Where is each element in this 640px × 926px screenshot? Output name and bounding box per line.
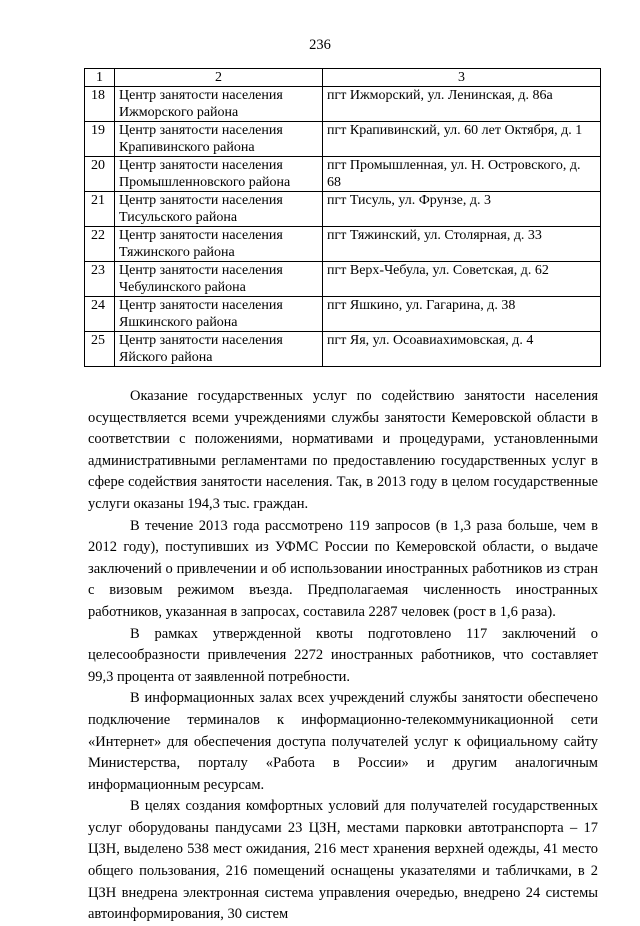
row-number: 20 [85, 157, 115, 192]
center-address: пгт Верх-Чебула, ул. Советская, д. 62 [323, 262, 601, 297]
body-text [88, 386, 598, 926]
table-row [85, 192, 601, 227]
employment-centers-table [84, 68, 601, 367]
center-address: пгт Тяжинский, ул. Столярная, д. 33 [323, 227, 601, 262]
table-row [85, 87, 601, 122]
row-number: 19 [85, 122, 115, 157]
paragraph-services: Оказание государственных услуг по содействию занятости населения осуществляется всеми учреждениями службы занятости Кемеровской области в соответствии с положениями, нормативами и процедурами, установленными административными регламентами по предоставлению государственных услуг в сфере содействия занятости населения. Так, в 2013 году в целом государственные услуги оказаны 194,3 тыс. граждан. [88, 388, 598, 512]
table-header-cell: 2 [115, 69, 323, 87]
paragraph-comfort-conditions: В целях создания комфортных условий для получателей государственных услуг оборудованы пандусами 23 ЦЗН, местами парковки автотранспорта – 17 ЦЗН, выделено 538 мест ожидания, 216 мест хранения верхней одежды, 41 место общего пользования, 216 помещений оснащены указателями и табличками, в 2 ЦЗН внедрена электронная система управления очередью, внедрено 24 системы автоинформирования, 30 систем [88, 798, 598, 923]
center-name: Центр занятости населения Яшкинского района [115, 297, 323, 332]
row-number: 25 [85, 332, 115, 367]
center-address: пгт Промышленная, ул. Н. Островского, д. 68 [323, 157, 601, 192]
center-address: пгт Тисуль, ул. Фрунзе, д. 3 [323, 192, 601, 227]
table-row [85, 122, 601, 157]
row-number: 21 [85, 192, 115, 227]
paragraph-info-halls: В информационных залах всех учреждений службы занятости обеспечено подключение терминалов к информационно-телекоммуникационной сети «Интернет» для обеспечения доступа получателей услуг к официальному сайту Министерства, порталу «Работа в России» и другим аналогичным информационным ресурсам. [88, 690, 598, 793]
center-name: Центр занятости населения Чебулинского района [115, 262, 323, 297]
center-name: Центр занятости населения Яйского района [115, 332, 323, 367]
center-address: пгт Яя, ул. Осоавиахимовская, д. 4 [323, 332, 601, 367]
table-row [85, 297, 601, 332]
table-row [85, 332, 601, 367]
table-header-row [85, 69, 601, 87]
center-name: Центр занятости населения Тяжинского района [115, 227, 323, 262]
row-number: 18 [85, 87, 115, 122]
page-number: 236 [309, 37, 331, 53]
paragraph-ufms-requests: В течение 2013 года рассмотрено 119 запросов (в 1,3 раза больше, чем в 2012 году), поступивших из УФМС России по Кемеровской области, о выдаче заключений о привлечении и об использовании иностранных работников из стран с визовым режимом въезда. Предполагаемая численность иностранных работников, указанная в запросах, составила 2287 человек (рост в 1,6 раза). [88, 517, 598, 620]
center-address: пгт Яшкино, ул. Гагарина, д. 38 [323, 297, 601, 332]
table-header-cell: 1 [85, 69, 115, 87]
center-address: пгт Ижморский, ул. Ленинская, д. 86а [323, 87, 601, 122]
table-row [85, 227, 601, 262]
table-row [85, 262, 601, 297]
center-name: Центр занятости населения Ижморского района [115, 87, 323, 122]
center-name: Центр занятости населения Крапивинского района [115, 122, 323, 157]
paragraph-quota: В рамках утвержденной квоты подготовлено 117 заключений о целесообразности привлечения 2272 иностранных работников, что составляет 99,3 процента от заявленной потребности. [88, 625, 598, 685]
table-row [85, 157, 601, 192]
center-address: пгт Крапивинский, ул. 60 лет Октября, д. 1 [323, 122, 601, 157]
row-number: 23 [85, 262, 115, 297]
row-number: 22 [85, 227, 115, 262]
center-name: Центр занятости населения Тисульского района [115, 192, 323, 227]
center-name: Центр занятости населения Промышленновского района [115, 157, 323, 192]
row-number: 24 [85, 297, 115, 332]
table-header-cell: 3 [323, 69, 601, 87]
